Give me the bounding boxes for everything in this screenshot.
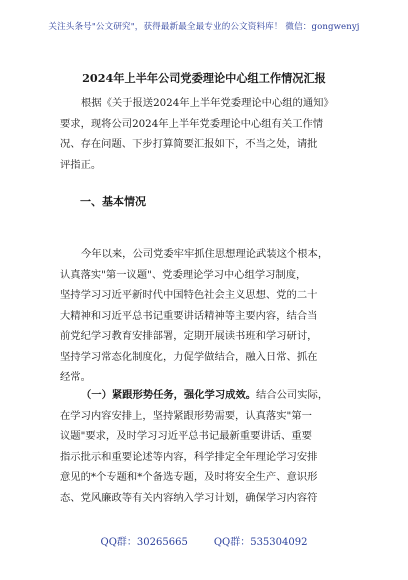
subsection-paragraph — [60, 385, 345, 508]
footer — [0, 533, 408, 548]
paragraph-line: 评指正。 — [60, 158, 102, 171]
paragraph-line: 指示批示和重要论述等内容，科学排定全年理论学习安排 — [60, 450, 318, 463]
paragraph-line: 坚持学习常态化制度化，力促学做结合，融入日常、抓在 — [60, 350, 318, 363]
section-heading: 一、基本情况 — [80, 195, 146, 208]
paragraph-line: 况、存在问题、下步打算简要汇报如下，不当之处，请批 — [60, 138, 318, 150]
paragraph-line: 意见的*个专题和*个备选专题，及时将安全生产、意识形 — [60, 471, 318, 483]
intro-paragraph — [60, 93, 345, 175]
document-title: 2024年上半年公司党委理论中心组工作情况汇报 — [82, 71, 326, 85]
paragraph-line: 前党纪学习教育安排部署，定期开展读书班和学习研讨， — [60, 330, 318, 342]
header-banner: 关注头条号"公文研究"，获得最新最全最专业的公文资料库！ 微信：gongwenyj — [48, 22, 360, 32]
subsection-heading: （一）紧跟形势任务，强化学习成效。 — [81, 389, 257, 401]
basic-situation-paragraph — [60, 244, 345, 388]
paragraph-line: 大精神和习近平总书记重要讲话精神等主要内容，结合当 — [60, 309, 318, 322]
paragraph-line: 经常。 — [60, 371, 91, 383]
paragraph-line — [60, 385, 345, 406]
paragraph-line: 根据《关于报送2024年上半年党委理论中心组的通知》 — [81, 97, 334, 109]
footer-qq-group-1: QQ群：30265665 — [100, 537, 188, 548]
paragraph-line: 今年以来，公司党委牢牢抓住思想理论武装这个根本， — [81, 248, 329, 260]
paragraph-line: 坚持学习习近平新时代中国特色社会主义思想、党的二十 — [60, 289, 318, 301]
paragraph-line: 认真落实"第一议题"、党委理论学习中心组学习制度， — [60, 268, 307, 281]
paragraph-text: 结合公司实际， — [256, 389, 329, 401]
paragraph-line: 议题"要求，及时学习习近平总书记最新重要讲话、重要 — [60, 430, 312, 442]
paragraph-line: 在学习内容安排上，坚持紧跟形势需要，认真落实"第一 — [60, 409, 312, 422]
paragraph-line: 态、党风廉政等有关内容纳入学习计划，确保学习内容符 — [60, 491, 318, 504]
footer-qq-group-2: QQ群：535304092 — [213, 537, 308, 548]
paragraph-line: 要求，现将公司2024年上半年党委理论中心组有关工作情 — [60, 117, 324, 130]
